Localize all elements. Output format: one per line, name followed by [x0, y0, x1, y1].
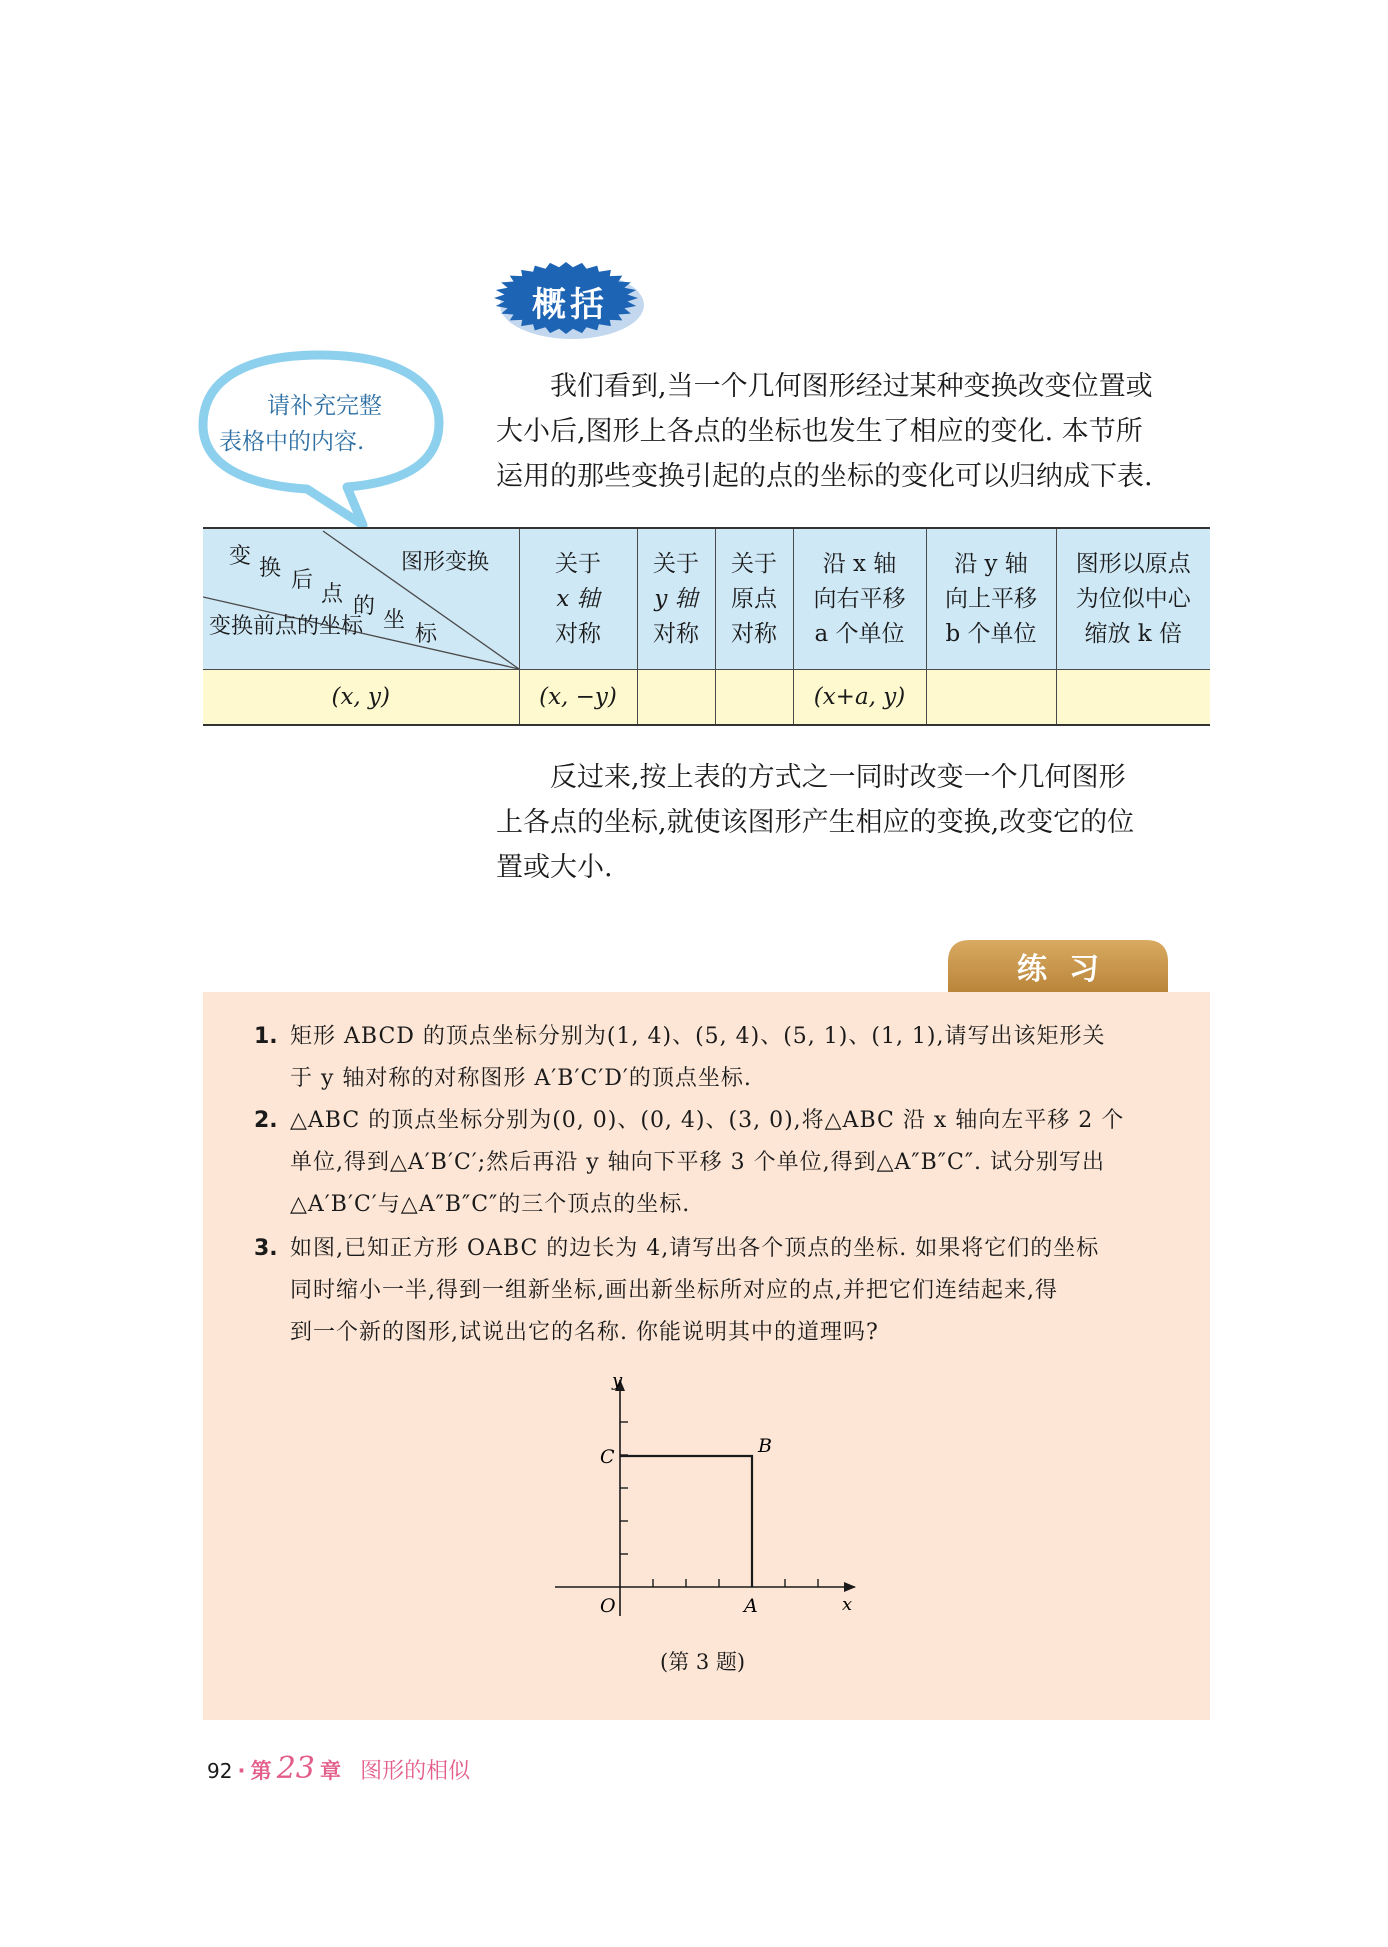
intro-line-3: 运用的那些变换引起的点的坐标的变化可以归纳成下表. — [496, 461, 1153, 492]
exercise-item-1 — [254, 1016, 1184, 1106]
cell-x-translation: (x+a, y) — [793, 670, 926, 726]
header-y-translation: 沿 y 轴 向上平移 b 个单位 — [926, 528, 1056, 670]
corner-top-right: 图形变换 — [401, 550, 490, 575]
corner-diag-char: 标 — [415, 622, 438, 647]
square-oabc — [620, 1456, 752, 1587]
outro-line-2: 上各点的坐标,就使该图形产生相应的变换,改变它的位 — [496, 807, 1135, 838]
table-row — [203, 670, 1210, 726]
page-number: 92 — [207, 1759, 233, 1783]
exercise-number: 3. — [254, 1236, 278, 1261]
header-x-translation: 沿 x 轴 向右平移 a 个单位 — [793, 528, 926, 670]
exercise-line: △A′B′C′与△A″B″C″的三个顶点的坐标. — [290, 1192, 691, 1217]
exercise-number: 1. — [254, 1024, 278, 1049]
summary-badge-label: 概括 — [532, 284, 608, 325]
label-o: O — [600, 1595, 616, 1617]
chapter-title: 图形的相似 — [360, 1759, 471, 1784]
exercise-number: 2. — [254, 1108, 278, 1133]
corner-bottom-left-a: 变换前点的坐标 — [209, 614, 364, 639]
intro-paragraph — [496, 364, 1153, 499]
corner-diag-char: 点 — [321, 582, 344, 607]
outro-line-3: 置或大小. — [496, 852, 613, 883]
speech-bubble — [195, 343, 445, 533]
footer-dot: · — [237, 1759, 246, 1783]
label-a: A — [744, 1595, 758, 1617]
exercise-line: 矩形 ABCD 的顶点坐标分别为(1, 4)、(5, 4)、(5, 1)、(1, 1),请写出该矩形关 — [290, 1024, 1106, 1049]
exercise-tab — [948, 940, 1168, 992]
intro-line-1: 我们看到,当一个几何图形经过某种变换改变位置或 — [550, 371, 1153, 402]
exercise-line: △ABC 的顶点坐标分别为(0, 0)、(0, 4)、(3, 0),将△ABC 沿 x 轴向左平移 2 个 — [290, 1108, 1125, 1133]
table-corner-cell — [203, 528, 519, 670]
bubble-line-2: 表格中的内容. — [219, 429, 365, 455]
label-c: C — [600, 1446, 615, 1468]
intro-line-2: 大小后,图形上各点的坐标也发生了相应的变化. 本节所 — [496, 416, 1143, 447]
label-x: x — [842, 1594, 853, 1615]
cell-y-symmetry — [637, 670, 715, 726]
chapter-number: 23 — [276, 1751, 315, 1786]
square-coordinate-figure — [550, 1372, 870, 1632]
cell-original: (x, y) — [203, 670, 519, 726]
header-y-axis-symmetry: 关于 y 轴 对称 — [637, 528, 715, 670]
exercise-item-3 — [254, 1228, 1184, 1358]
cell-x-symmetry: (x, −y) — [519, 670, 637, 726]
page-footer — [207, 1751, 470, 1786]
outro-line-1: 反过来,按上表的方式之一同时改变一个几何图形 — [550, 762, 1126, 793]
figure-caption: (第 3 题) — [660, 1650, 746, 1674]
chapter-suffix: 章 — [320, 1759, 341, 1783]
corner-diag-char: 后 — [291, 568, 314, 593]
table-header-row — [203, 528, 1210, 670]
corner-diag-char: 换 — [259, 556, 282, 581]
summary-badge — [490, 258, 650, 344]
cell-y-translation — [926, 670, 1056, 726]
header-dilation: 图形以原点 为位似中心 缩放 k 倍 — [1056, 528, 1210, 670]
chapter-prefix: 第 — [250, 1759, 272, 1783]
label-y: y — [612, 1372, 623, 1391]
transform-table — [203, 527, 1210, 723]
exercise-line: 单位,得到△A′B′C′;然后再沿 y 轴向下平移 3 个单位,得到△A″B″C″. 试分别写出 — [290, 1150, 1106, 1175]
label-b: B — [758, 1435, 772, 1457]
outro-paragraph — [496, 755, 1134, 890]
header-x-axis-symmetry: 关于 x 轴 对称 — [519, 528, 637, 670]
exercise-line: 到一个新的图形,试说出它的名称. 你能说明其中的道理吗? — [290, 1320, 879, 1345]
bubble-line-1: 请补充完整 — [267, 393, 382, 419]
exercise-tab-label: 练习 — [1017, 952, 1121, 987]
exercise-line: 于 y 轴对称的对称图形 A′B′C′D′的顶点坐标. — [290, 1066, 752, 1091]
exercise-line: 同时缩小一半,得到一组新坐标,画出新坐标所对应的点,并把它们连结起来,得 — [290, 1278, 1058, 1303]
cell-dilation — [1056, 670, 1210, 726]
exercise-line: 如图,已知正方形 OABC 的边长为 4,请写出各个顶点的坐标. 如果将它们的坐标 — [290, 1236, 1100, 1261]
cell-origin-symmetry — [715, 670, 793, 726]
corner-diag-char: 的 — [353, 594, 376, 619]
corner-diag-char: 变 — [229, 544, 252, 569]
corner-diag-char: 坐 — [383, 608, 406, 633]
header-origin-symmetry: 关于 原点 对称 — [715, 528, 793, 670]
exercise-item-2 — [254, 1100, 1184, 1230]
